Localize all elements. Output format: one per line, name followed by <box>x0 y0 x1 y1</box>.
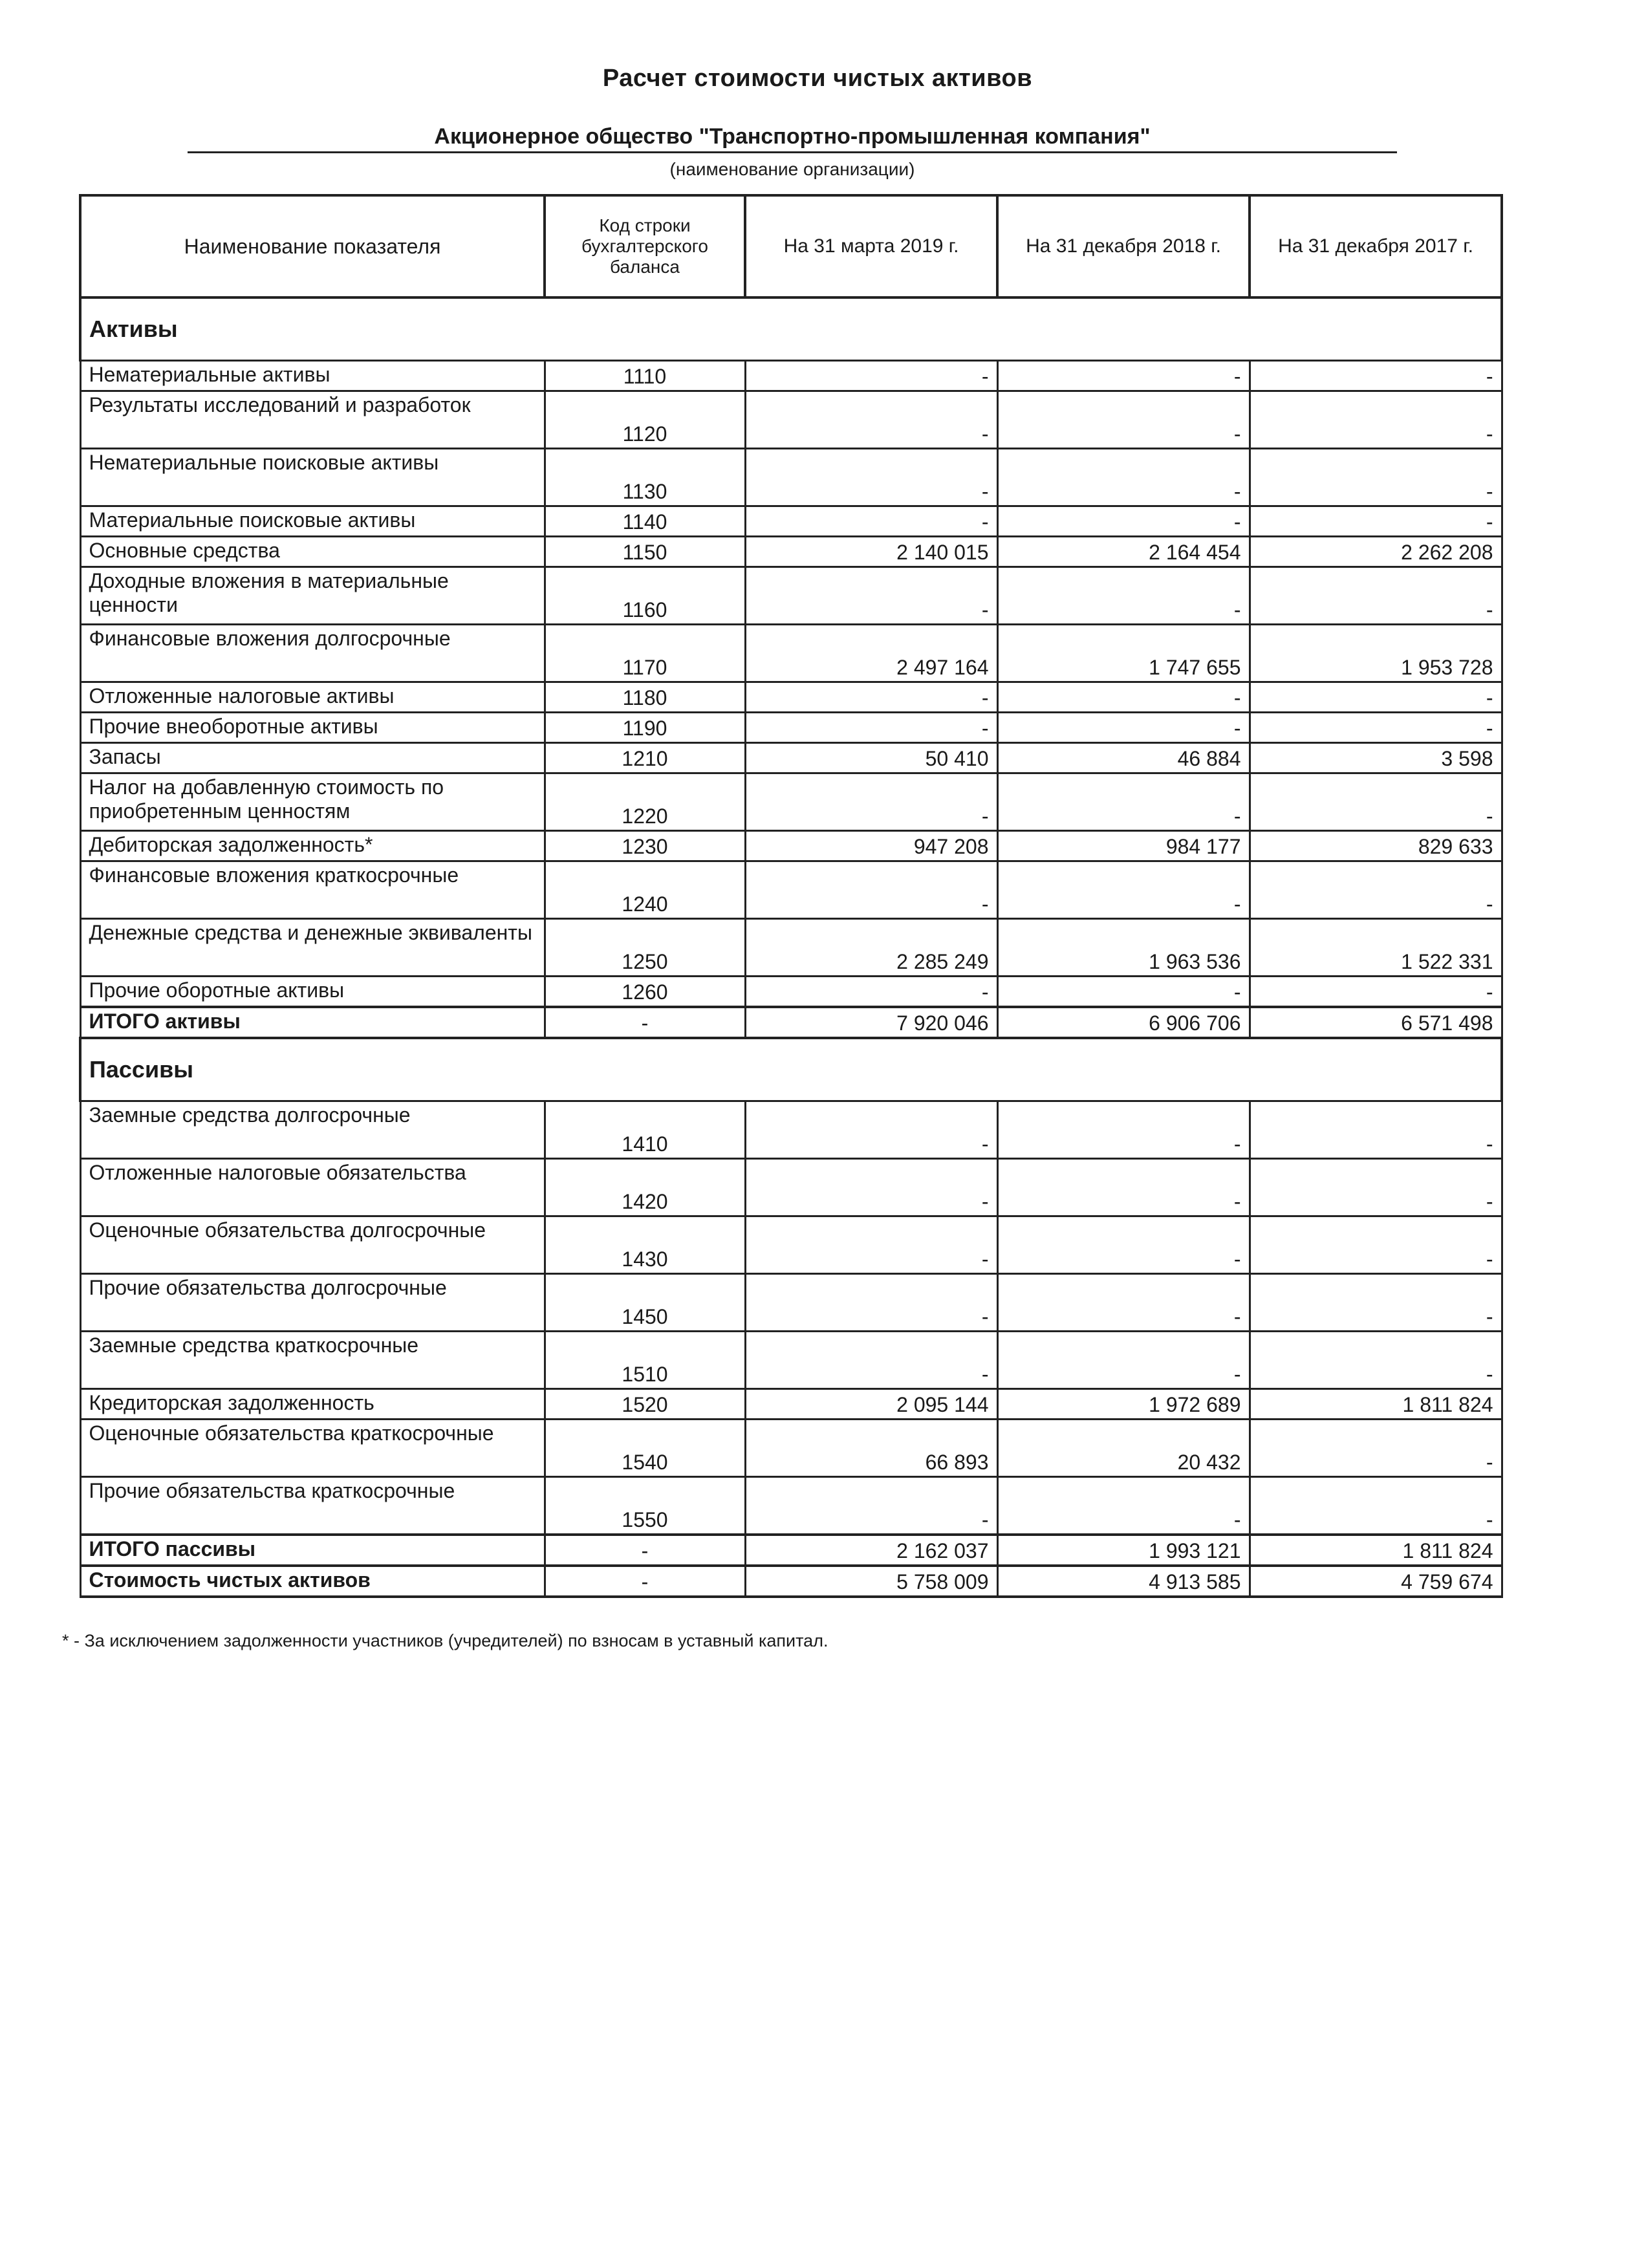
table-row <box>80 1274 1502 1332</box>
row-value: 1 972 689 <box>997 1389 1250 1420</box>
table-row <box>80 977 1502 1008</box>
table-row <box>80 831 1502 861</box>
row-code: 1550 <box>545 1477 745 1535</box>
table-row <box>80 1332 1502 1389</box>
table-row <box>80 682 1502 713</box>
row-value: 2 262 208 <box>1250 537 1502 567</box>
table-row <box>80 567 1502 625</box>
row-code: 1170 <box>545 625 745 682</box>
row-code: - <box>545 1007 745 1038</box>
row-value: - <box>1250 449 1502 506</box>
row-value: 984 177 <box>997 831 1250 861</box>
table-row <box>80 1216 1502 1274</box>
row-name: Заемные средства долгосрочные <box>80 1101 545 1159</box>
row-code: 1450 <box>545 1274 745 1332</box>
header-code: Код строки бухгалтерского баланса <box>545 195 745 297</box>
row-value: - <box>1250 1216 1502 1274</box>
row-value: - <box>745 391 997 449</box>
row-value: 3 598 <box>1250 743 1502 773</box>
row-value: 7 920 046 <box>745 1007 997 1038</box>
row-value: - <box>1250 1101 1502 1159</box>
row-value: 1 522 331 <box>1250 919 1502 977</box>
row-value: 2 140 015 <box>745 537 997 567</box>
row-code: 1420 <box>545 1159 745 1216</box>
table-row <box>80 713 1502 743</box>
row-code: 1230 <box>545 831 745 861</box>
row-code: 1430 <box>545 1216 745 1274</box>
row-value: - <box>745 567 997 625</box>
row-name: Результаты исследований и разработок <box>80 391 545 449</box>
row-value: - <box>745 1216 997 1274</box>
footnote: * - За исключением задолженности участников (учредителей) по взносам в уставный капитал. <box>62 1631 828 1650</box>
row-value: 2 497 164 <box>745 625 997 682</box>
row-value: - <box>1250 773 1502 831</box>
row-value: - <box>1250 391 1502 449</box>
row-value: - <box>1250 1274 1502 1332</box>
row-value: 5 758 009 <box>745 1566 997 1597</box>
row-value: - <box>997 682 1250 713</box>
row-value: - <box>1250 1477 1502 1535</box>
row-code: 1160 <box>545 567 745 625</box>
row-value: - <box>1250 713 1502 743</box>
header-date-2: На 31 декабря 2018 г. <box>997 195 1250 297</box>
row-value: 1 747 655 <box>997 625 1250 682</box>
row-value: - <box>745 1332 997 1389</box>
table-row <box>80 361 1502 391</box>
row-code: 1130 <box>545 449 745 506</box>
row-name: Доходные вложения в материальные ценности <box>80 567 545 625</box>
row-value: - <box>745 682 997 713</box>
row-code: 1260 <box>545 977 745 1008</box>
row-code: 1240 <box>545 861 745 919</box>
net-assets-row <box>80 1566 1502 1597</box>
row-value: 4 913 585 <box>997 1566 1250 1597</box>
row-value: - <box>997 1332 1250 1389</box>
row-code: 1220 <box>545 773 745 831</box>
table-row <box>80 1159 1502 1216</box>
row-value: - <box>745 1159 997 1216</box>
row-value: 46 884 <box>997 743 1250 773</box>
row-code: 1110 <box>545 361 745 391</box>
row-value: - <box>997 1216 1250 1274</box>
organization-caption: (наименование организации) <box>669 159 915 179</box>
row-value: 1 811 824 <box>1250 1389 1502 1420</box>
row-value: - <box>745 977 997 1008</box>
row-value: 66 893 <box>745 1420 997 1477</box>
row-name: Отложенные налоговые активы <box>80 682 545 713</box>
row-value: 2 095 144 <box>745 1389 997 1420</box>
row-value: - <box>997 391 1250 449</box>
row-name: Нематериальные поисковые активы <box>80 449 545 506</box>
table-row <box>80 506 1502 537</box>
row-value: - <box>745 1101 997 1159</box>
row-name: ИТОГО пассивы <box>80 1535 545 1566</box>
row-code: 1520 <box>545 1389 745 1420</box>
row-value: - <box>1250 1332 1502 1389</box>
row-value: 6 906 706 <box>997 1007 1250 1038</box>
page-title: Расчет стоимости чистых активов <box>602 65 1033 92</box>
row-value: 1 811 824 <box>1250 1535 1502 1566</box>
row-value: 2 285 249 <box>745 919 997 977</box>
row-name: ИТОГО активы <box>80 1007 545 1038</box>
row-name: Заемные средства краткосрочные <box>80 1332 545 1389</box>
row-code: 1120 <box>545 391 745 449</box>
table-row <box>80 391 1502 449</box>
table-row <box>80 743 1502 773</box>
organization-underline <box>188 151 1397 153</box>
row-name: Кредиторская задолженность <box>80 1389 545 1420</box>
row-value: - <box>997 713 1250 743</box>
row-code: - <box>545 1566 745 1597</box>
row-value: - <box>1250 361 1502 391</box>
row-name: Оценочные обязательства долгосрочные <box>80 1216 545 1274</box>
row-value: - <box>745 1477 997 1535</box>
row-value: - <box>1250 1159 1502 1216</box>
row-value: - <box>1250 1420 1502 1477</box>
row-name: Прочие внеоборотные активы <box>80 713 545 743</box>
row-name: Запасы <box>80 743 545 773</box>
row-value: 1 963 536 <box>997 919 1250 977</box>
row-name: Финансовые вложения краткосрочные <box>80 861 545 919</box>
row-name: Стоимость чистых активов <box>80 1566 545 1597</box>
row-value: - <box>997 977 1250 1008</box>
table-row <box>80 1101 1502 1159</box>
row-value: - <box>745 773 997 831</box>
row-value: - <box>997 361 1250 391</box>
table-header-row <box>80 195 1502 297</box>
row-value: 947 208 <box>745 831 997 861</box>
header-date-1: На 31 марта 2019 г. <box>745 195 997 297</box>
row-code: 1180 <box>545 682 745 713</box>
row-code: - <box>545 1535 745 1566</box>
row-name: Прочие обязательства краткосрочные <box>80 1477 545 1535</box>
row-name: Прочие оборотные активы <box>80 977 545 1008</box>
table-row <box>80 773 1502 831</box>
row-value: - <box>745 506 997 537</box>
row-name: Прочие обязательства долгосрочные <box>80 1274 545 1332</box>
row-value: 20 432 <box>997 1420 1250 1477</box>
row-value: - <box>997 1477 1250 1535</box>
row-value: - <box>997 1159 1250 1216</box>
row-value: - <box>1250 682 1502 713</box>
section-header <box>80 297 1502 361</box>
row-value: - <box>745 713 997 743</box>
table-row <box>80 1389 1502 1420</box>
row-value: - <box>997 1274 1250 1332</box>
row-code: 1510 <box>545 1332 745 1389</box>
row-value: 6 571 498 <box>1250 1007 1502 1038</box>
table-row <box>80 449 1502 506</box>
row-value: - <box>745 1274 997 1332</box>
row-value: 50 410 <box>745 743 997 773</box>
total-row <box>80 1007 1502 1038</box>
row-name: Основные средства <box>80 537 545 567</box>
row-code: 1540 <box>545 1420 745 1477</box>
net-assets-table <box>79 194 1503 1598</box>
row-value: - <box>997 449 1250 506</box>
row-value: - <box>997 861 1250 919</box>
row-name: Финансовые вложения долгосрочные <box>80 625 545 682</box>
row-value: - <box>745 861 997 919</box>
row-value: 1 993 121 <box>997 1535 1250 1566</box>
table-row <box>80 1477 1502 1535</box>
row-code: 1210 <box>545 743 745 773</box>
row-name: Денежные средства и денежные эквиваленты <box>80 919 545 977</box>
table-row <box>80 537 1502 567</box>
row-name: Нематериальные активы <box>80 361 545 391</box>
row-value: - <box>1250 567 1502 625</box>
table-row <box>80 919 1502 977</box>
row-code: 1150 <box>545 537 745 567</box>
row-value: 1 953 728 <box>1250 625 1502 682</box>
organization-name: Акционерное общество "Транспортно-промышленная компания" <box>434 124 1151 149</box>
total-row <box>80 1535 1502 1566</box>
section-title: Активы <box>80 297 1502 361</box>
row-code: 1140 <box>545 506 745 537</box>
row-value: 4 759 674 <box>1250 1566 1502 1597</box>
row-value: 2 162 037 <box>745 1535 997 1566</box>
row-value: 2 164 454 <box>997 537 1250 567</box>
section-header <box>80 1038 1502 1101</box>
table-row <box>80 861 1502 919</box>
header-name: Наименование показателя <box>80 195 545 297</box>
row-value: - <box>745 361 997 391</box>
row-value: - <box>1250 977 1502 1008</box>
row-value: - <box>1250 861 1502 919</box>
table-row <box>80 625 1502 682</box>
row-code: 1410 <box>545 1101 745 1159</box>
table-row <box>80 1420 1502 1477</box>
row-value: - <box>997 773 1250 831</box>
row-value: - <box>997 506 1250 537</box>
row-code: 1250 <box>545 919 745 977</box>
row-name: Отложенные налоговые обязательства <box>80 1159 545 1216</box>
row-value: - <box>745 449 997 506</box>
row-code: 1190 <box>545 713 745 743</box>
row-value: - <box>997 567 1250 625</box>
row-name: Дебиторская задолженность* <box>80 831 545 861</box>
row-value: - <box>997 1101 1250 1159</box>
row-name: Налог на добавленную стоимость по приобретенным ценностям <box>80 773 545 831</box>
section-title: Пассивы <box>80 1038 1502 1101</box>
row-name: Оценочные обязательства краткосрочные <box>80 1420 545 1477</box>
row-value: - <box>1250 506 1502 537</box>
header-date-3: На 31 декабря 2017 г. <box>1250 195 1502 297</box>
row-name: Материальные поисковые активы <box>80 506 545 537</box>
row-value: 829 633 <box>1250 831 1502 861</box>
